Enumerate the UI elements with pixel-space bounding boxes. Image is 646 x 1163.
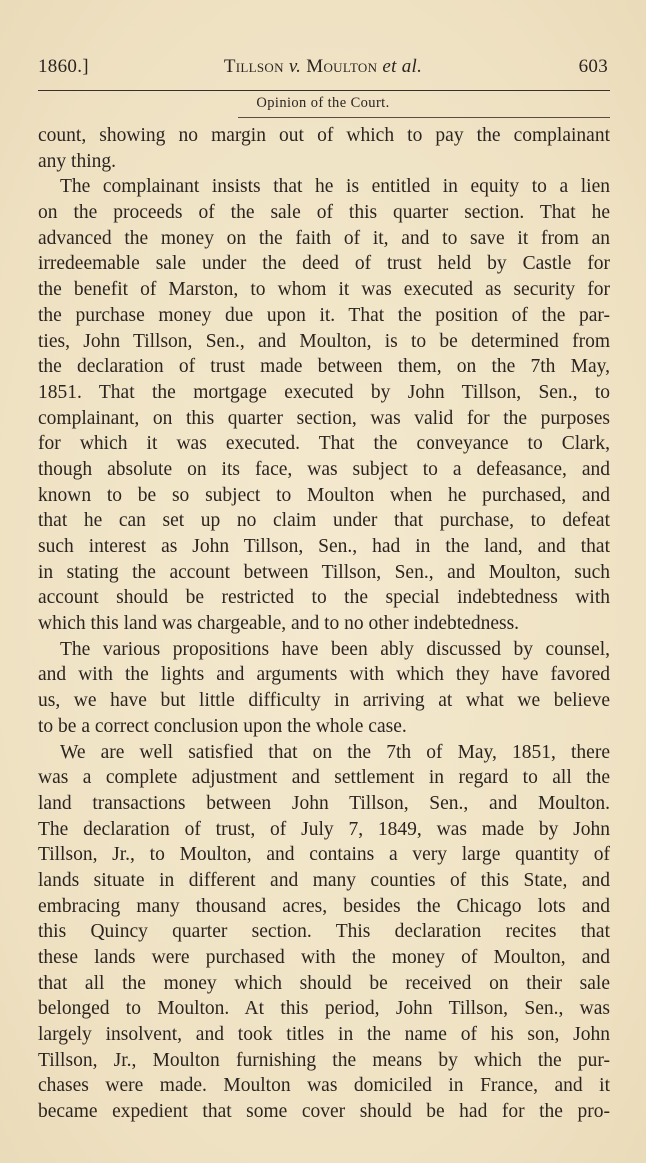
- case-v: v.: [288, 56, 302, 77]
- subheading-rule: [238, 117, 610, 118]
- text-line: such interest as John Tillson, Sen., had in the land, and that: [38, 536, 610, 557]
- text-line: any thing.: [38, 150, 116, 172]
- text-line: We are well satisfied that on the 7th of May, 1851, there: [60, 741, 610, 763]
- text-line: 1851. That the mortgage executed by John Tillson, Sen., to: [38, 381, 610, 403]
- text-line: lands situate in different and many counties of this State, and: [38, 869, 610, 891]
- text-line: known to be so subject to Moulton when he purchased, and: [38, 484, 610, 506]
- case-etal: et al.: [382, 56, 423, 77]
- text-line: count, showing no margin out of which to pay the complainant: [38, 125, 610, 146]
- text-line: though absolute on its face, was subject to a defeasance, and: [38, 458, 610, 480]
- text-line: these lands were purchased with the money of Moulton, and: [38, 947, 610, 968]
- text-line: and with the lights and arguments with which they have favored: [38, 664, 610, 686]
- text-line: The complainant insists that he is entitled in equity to a lien: [60, 176, 610, 198]
- text-line: complainant, on this quarter section, was valid for the purposes: [38, 407, 610, 429]
- text-line: advanced the money on the faith of it, and to save it from an: [38, 227, 610, 249]
- section-subheading: Opinion of the Court.: [256, 95, 390, 111]
- text-line: land transactions between John Tillson, Sen., and Moulton.: [38, 792, 610, 814]
- text-line: was a complete adjustment and settlement in regard to all the: [38, 767, 610, 789]
- text-line: The various propositions have been ably discussed by counsel,: [60, 638, 610, 660]
- year-bracket: 1860.]: [38, 56, 89, 77]
- text-line: us, we have but little difficulty in arriving at what we believe: [38, 690, 610, 712]
- text-line: this Quincy quarter section. This declaration recites that: [38, 921, 610, 943]
- page-number: 603: [578, 56, 608, 77]
- header-rule: [38, 90, 610, 91]
- text-line: Tillson, Jr., Moulton furnishing the means by which the pur-: [38, 1049, 610, 1071]
- text-line: embracing many thousand acres, besides the Chicago lots and: [38, 895, 610, 917]
- case-party-2: Moulton: [306, 56, 378, 77]
- text-line: Tillson, Jr., to Moulton, and contains a very large quantity of: [38, 844, 610, 866]
- text-line: in stating the account between Tillson, Sen., and Moulton, such: [38, 561, 610, 583]
- text-line: became expedient that some cover should be had for the pro-: [38, 1101, 610, 1123]
- text-line: to be a correct conclusion upon the whole case.: [38, 715, 407, 737]
- case-party-1: Tillson: [223, 56, 284, 77]
- text-line: chases were made. Moulton was domiciled in France, and it: [38, 1075, 610, 1097]
- text-line: The declaration of trust, of July 7, 1849, was made by John: [38, 818, 610, 840]
- text-line: largely insolvent, and took titles in the name of his son, John: [38, 1024, 610, 1046]
- text-line: that all the money which should be received on their sale: [38, 972, 610, 994]
- text-line: for which it was executed. That the conveyance to Clark,: [38, 433, 610, 455]
- text-line: the purchase money due upon it. That the position of the par-: [38, 304, 610, 326]
- text-line: that he can set up no claim under that purchase, to defeat: [38, 510, 610, 532]
- body-text: [38, 123, 610, 1125]
- text-line: account should be restricted to the special indebtedness with: [38, 587, 610, 609]
- text-line: ties, John Tillson, Sen., and Moulton, is to be determined from: [38, 330, 610, 352]
- case-title: [38, 56, 608, 78]
- text-line: the benefit of Marston, to whom it was executed as security for: [38, 279, 610, 301]
- text-line: which this land was chargeable, and to no other indebtedness.: [38, 613, 520, 635]
- text-line: on the proceeds of the sale of this quarter section. That he: [38, 202, 610, 224]
- running-head: [38, 56, 608, 86]
- text-line: the declaration of trust made between them, on the 7th May,: [38, 356, 610, 378]
- text-line: irredeemable sale under the deed of trust held by Castle for: [38, 253, 610, 275]
- text-line: belonged to Moulton. At this period, John Tillson, Sen., was: [38, 998, 610, 1020]
